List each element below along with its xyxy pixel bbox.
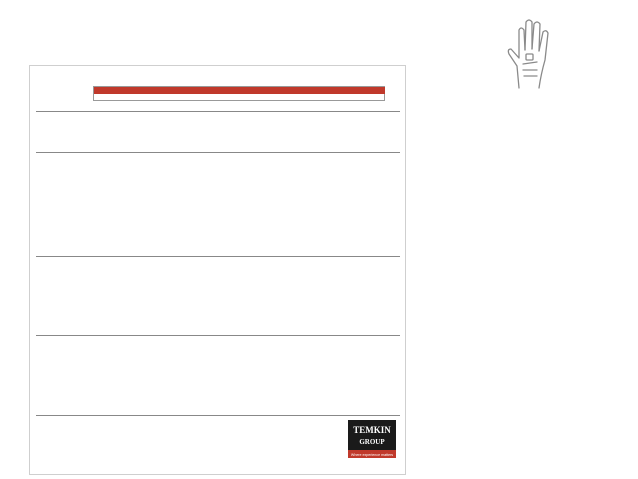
persona-value: [94, 94, 240, 101]
divider: [36, 152, 400, 153]
svg-text:Where experience matters: Where experience matters: [350, 453, 394, 457]
svg-text:GROUP: GROUP: [359, 438, 385, 446]
divider: [36, 256, 400, 257]
goal-header: [240, 87, 385, 94]
persona-header: [94, 87, 240, 94]
goal-value: [240, 94, 385, 101]
emotion-chart: [36, 336, 400, 406]
emotion-curve: [36, 336, 400, 406]
hand-icon: [505, 14, 563, 92]
persona-goal-box: [93, 86, 385, 101]
needs-row: [36, 154, 400, 246]
brand-block: [505, 14, 633, 94]
stages-row: [36, 118, 400, 142]
expectations-row: [36, 259, 400, 321]
slide-title: [10, 17, 18, 38]
temkin-logo: [344, 416, 400, 466]
svg-text:TEMKIN: TEMKIN: [353, 425, 391, 435]
temkin-logo-graphic: [344, 416, 400, 466]
divider: [36, 111, 400, 112]
journey-map-document: [29, 65, 406, 475]
